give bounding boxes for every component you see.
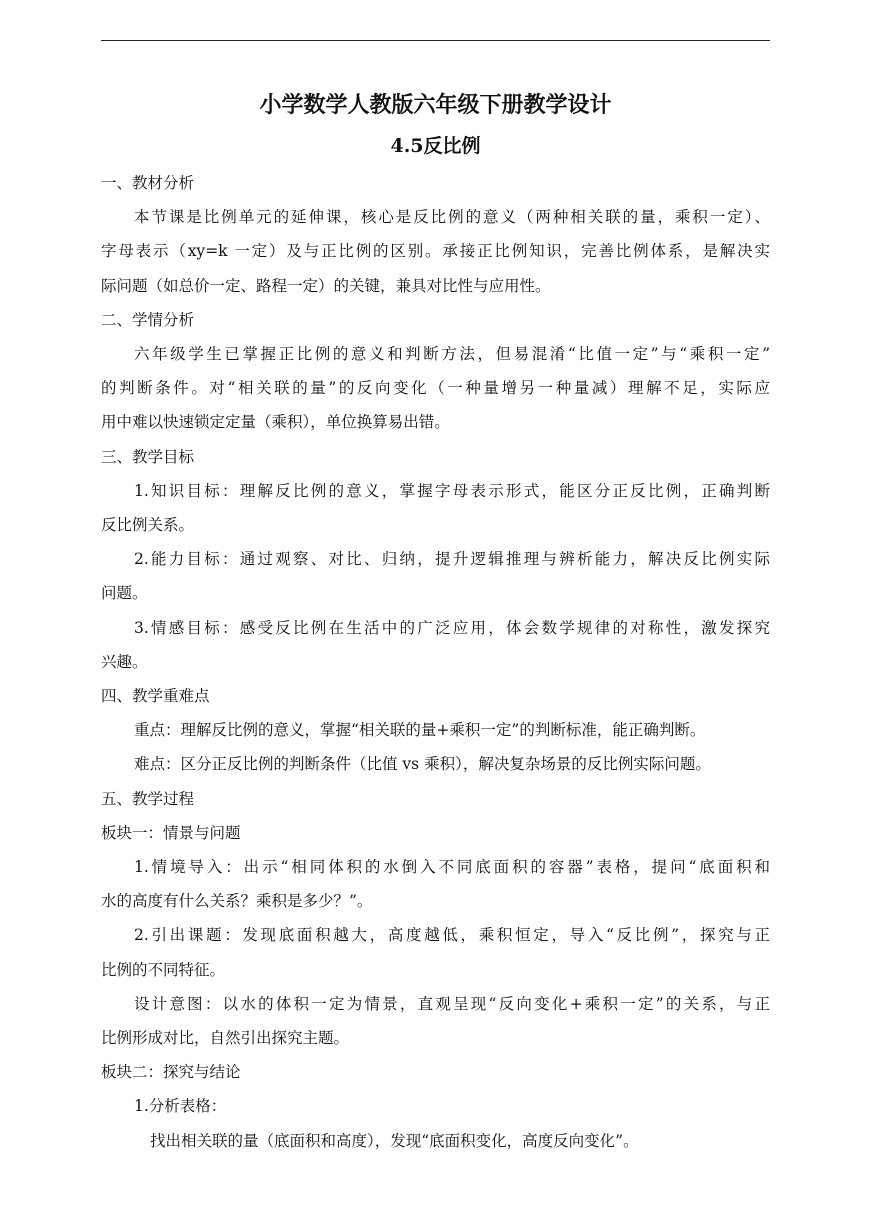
goal-line: 3.情感目标：感受反比例在生活中的广泛应用，体会数学规律的对称性，激发探究 [134,618,770,637]
goal-line: 反比例关系。 [101,516,195,535]
process-line: 比例的不同特征。 [101,960,226,979]
paragraph-line: 的判断条件。对“相关联的量”的反向变化（一种量增另一种量减）理解不足，实际应 [101,379,770,398]
section-heading-student-analysis: 二、学情分析 [101,310,195,329]
goal-line: 问题。 [101,584,148,603]
process-line: 水的高度有什么关系？乘积是多少？”。 [101,892,373,911]
design-intent-line: 比例形成对比，自然引出探究主题。 [101,1029,350,1048]
goal-line: 2.能力目标：通过观察、对比、归纳，提升逻辑推理与辨析能力，解决反比例实际 [134,550,770,569]
goal-line: 兴趣。 [101,652,148,671]
design-intent-line: 设计意图：以水的体积一定为情景，直观呈现“反向变化+乘积一定”的关系，与正 [134,994,770,1013]
goal-line: 1.知识目标：理解反比例的意义，掌握字母表示形式，能区分正反比例，正确判断 [134,481,770,500]
paragraph-line: 用中难以快速锁定定量（乘积），单位换算易出错。 [101,413,450,432]
paragraph-line: 字母表示（xy=k 一定）及与正比例的区别。承接正比例知识，完善比例体系，是解决实 [101,242,770,261]
header-rule [101,40,770,41]
section-heading-key-points: 四、教学重难点 [101,687,210,706]
block-heading-scenario: 板块一：情景与问题 [101,823,241,842]
process-line: 找出相关联的量（底面积和高度），发现“底面积变化，高度反向变化”。 [150,1131,639,1150]
process-line: 1.情境导入：出示“相同体积的水倒入不同底面积的容器”表格，提问“底面积和 [134,858,770,877]
process-line: 1.分析表格： [134,1097,227,1116]
document-body [101,84,770,1158]
document-title: 小学数学人教版六年级下册教学设计 [259,92,612,118]
section-heading-teaching-process: 五、教学过程 [101,789,195,808]
process-line: 2.引出课题：发现底面积越大，高度越低，乘积恒定，导入“反比例”，探究与正 [134,926,770,945]
paragraph-line: 六年级学生已掌握正比例的意义和判断方法，但易混淆“比值一定”与“乘积一定” [134,345,770,364]
section-heading-textbook-analysis: 一、教材分析 [101,174,195,192]
section-heading-teaching-goals: 三、教学目标 [101,447,195,466]
paragraph-line: 本节课是比例单元的延伸课，核心是反比例的意义（两种相关联的量，乘积一定）、 [134,208,770,227]
document-subtitle: 4.5反比例 [390,135,481,157]
difficulty-line: 难点：区分正反比例的判断条件（比值 vs 乘积），解决复杂场景的反比例实际问题。 [134,755,711,774]
block-heading-exploration: 板块二：探究与结论 [101,1063,241,1082]
key-point-line: 重点：理解反比例的意义，掌握“相关联的量+乘积一定”的判断标准，能正确判断。 [134,721,706,740]
paragraph-line: 际问题（如总价一定、路程一定）的关键，兼具对比性与应用性。 [101,276,551,295]
